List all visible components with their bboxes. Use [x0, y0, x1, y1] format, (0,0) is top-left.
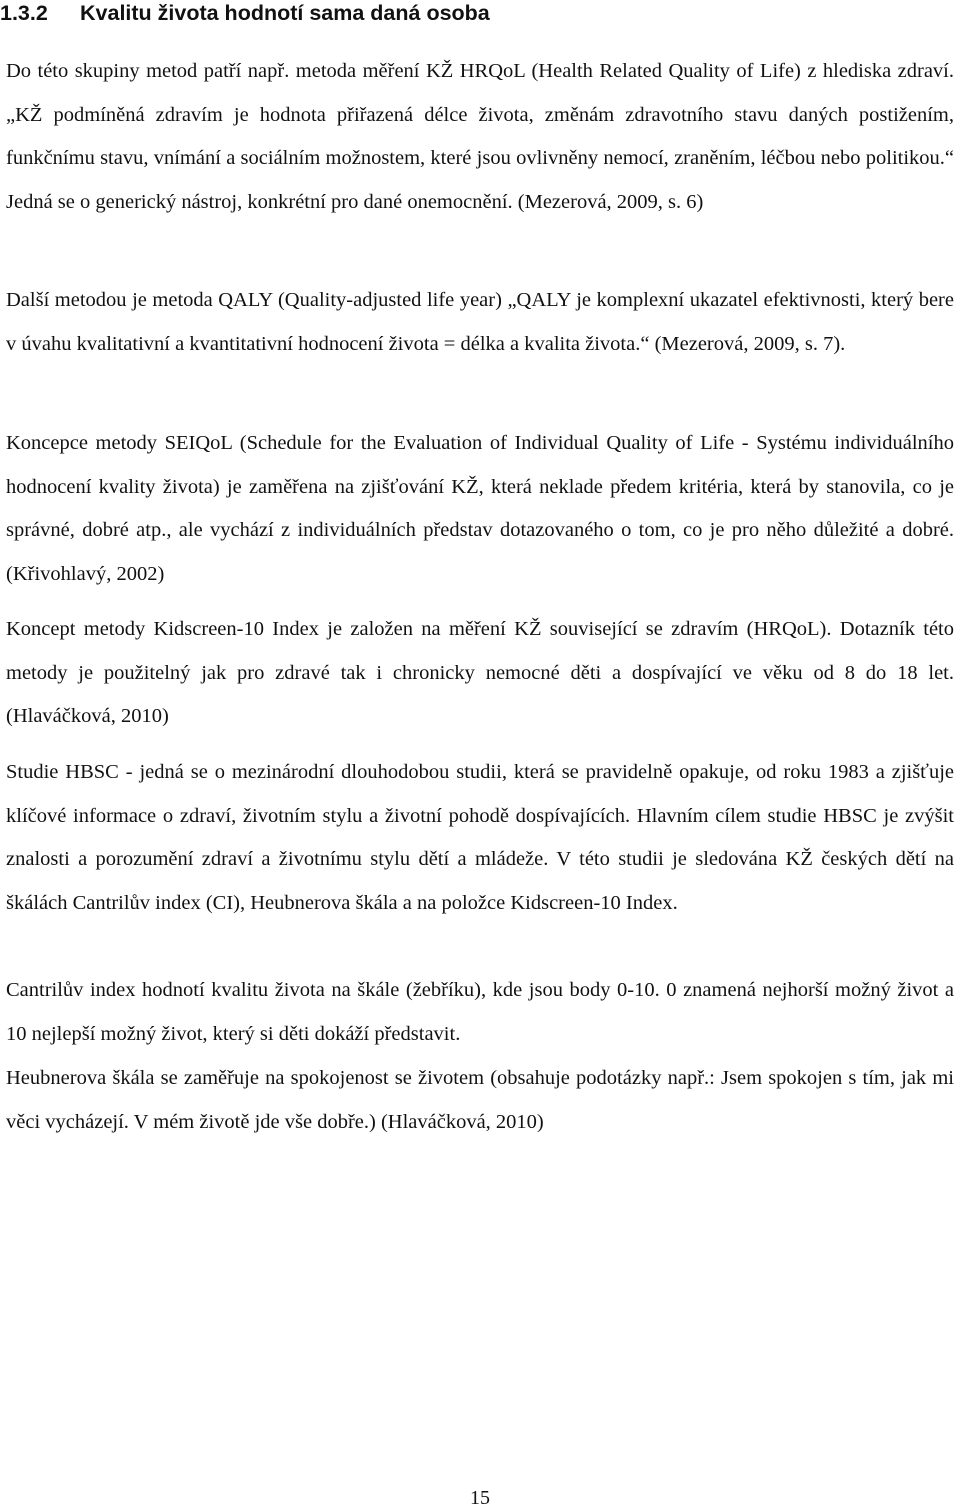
section-title: Kvalitu života hodnotí sama daná osoba — [80, 1, 490, 25]
paragraph-kidscreen: Koncept metody Kidscreen-10 Index je založen na měření KŽ související se zdravím (HRQoL). Dotazník této metody je použitelný jak pro zdravé tak i chronicky nemocné děti a dospívající ve věku od 8 do 18 let. (Hlaváčková, 2010) — [6, 618, 954, 728]
paragraph-cantril: Cantrilův index hodnotí kvalitu života na škále (žebříku), kde jsou body 0-10. 0 znamená nejhorší možný život a 10 nejlepší možný život, který si děti dokáží představit. — [6, 979, 954, 1045]
section-heading — [0, 0, 960, 26]
paragraph-qaly: Další metodou je metoda QALY (Quality-adjusted life year) „QALY je komplexní ukazatel efektivnosti, který bere v úvahu kvalitativní a kvantitativní hodnocení života = délka a kvalita života.“ (Mezerová, 2009, s. 7). — [6, 289, 954, 355]
page-number: 15 — [470, 1487, 490, 1509]
paragraph-heubner: Heubnerova škála se zaměřuje na spokojenost se životem (obsahuje podotázky např.: Jsem spokojen s tím, jak mi věci vycházejí. V mém životě jde vše dobře.) (Hlaváčková, 2010) — [6, 1067, 954, 1133]
section-number: 1.3.2 — [0, 1, 48, 25]
paragraph-hrqol: Do této skupiny metod patří např. metoda měření KŽ HRQoL (Health Related Quality of Life) z hlediska zdraví. „KŽ podmíněná zdravím je hodnota přiřazená délce života, změnám zdravotního stavu daných postižením, funkčnímu stavu, vnímání a sociálním možnostem, které jsou ovlivněny nemocí, zraněním, léčbou nebo politikou.“ Jedná se o generický nástroj, konkrétní pro dané onemocnění. (Mezerová, 2009, s. 6) — [6, 60, 954, 213]
paragraph-seiqol: Koncepce metody SEIQoL (Schedule for the Evaluation of Individual Quality of Life - Systému individuálního hodnocení kvality života) je zaměřena na zjišťování KŽ, která neklade předem kritéria, která by stanovila, co je správné, dobré atp., ale vychází z individuálních představ dotazovaného o tom, co je pro něho důležité a dobré. (Křivohlavý, 2002) — [6, 432, 954, 585]
paragraph-hbsc: Studie HBSC - jedná se o mezinárodní dlouhodobou studii, která se pravidelně opakuje, od roku 1983 a zjišťuje klíčové informace o zdraví, životním stylu a životní pohodě dospívajících. Hlavním cílem studie HBSC je zvýšit znalosti a porozumění zdraví a životnímu stylu dětí a mládeže. V této studii je sledována KŽ českých dětí na škálách Cantrilův index (CI), Heubnerova škála a na položce Kidscreen-10 Index. — [6, 761, 954, 914]
